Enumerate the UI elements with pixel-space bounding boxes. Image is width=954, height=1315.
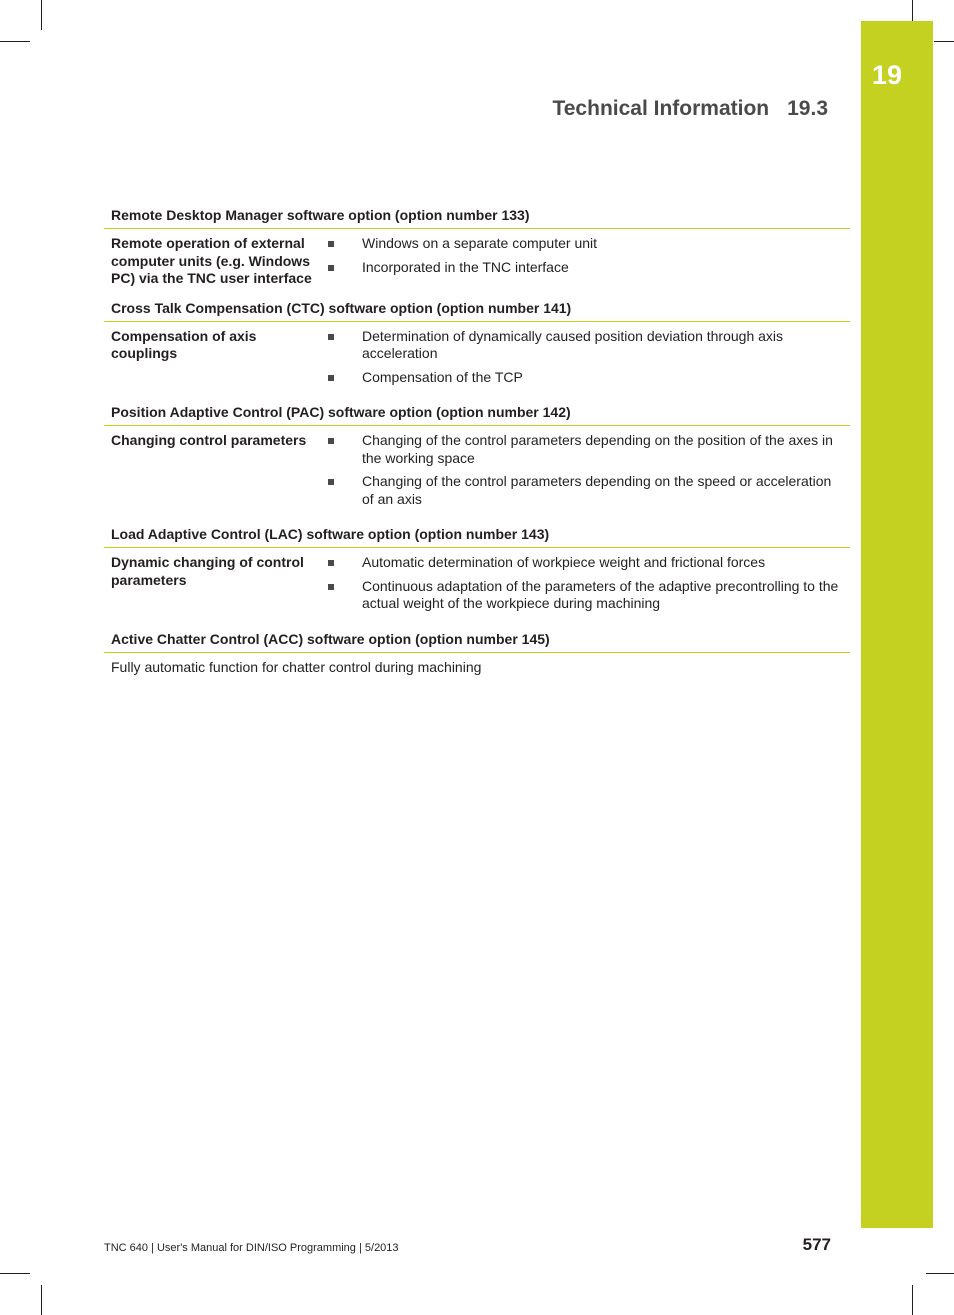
crop-mark — [912, 0, 913, 22]
section-body — [104, 548, 850, 629]
chapter-number: 19 — [871, 60, 903, 90]
section — [104, 205, 850, 298]
crop-mark — [926, 1273, 954, 1274]
list-item: Compensation of the TCP — [326, 369, 846, 387]
section — [104, 524, 850, 629]
page-number: 577 — [802, 1235, 831, 1254]
section-title: Load Adaptive Control (LAC) software option (option number 143) — [104, 524, 850, 548]
section-description: Fully automatic function for chatter control during machining — [111, 658, 482, 675]
section — [104, 402, 850, 524]
feature-label: Compensation of axis couplings — [111, 327, 257, 361]
feature-label: Changing control parameters — [111, 432, 307, 448]
crop-mark — [934, 41, 954, 42]
header-title: Technical Information — [552, 97, 770, 120]
header-section-number: 19.3 — [787, 97, 828, 120]
list-item: Changing of the control parameters depending on the position of the axes in the working space — [326, 432, 846, 467]
section — [104, 298, 850, 403]
feature-list — [326, 554, 846, 619]
section-body — [104, 229, 850, 298]
list-item: Changing of the control parameters depending on the speed or acceleration of an axis — [326, 473, 846, 508]
section-title: Active Chatter Control (ACC) software option (option number 145) — [104, 629, 850, 653]
feature-label: Dynamic changing of control parameters — [111, 554, 304, 588]
section-title: Position Adaptive Control (PAC) software option (option number 142) — [104, 402, 850, 426]
feature-label: Remote operation of external computer units (e.g. Windows PC) via the TNC user interface — [111, 235, 312, 286]
list-item: Automatic determination of workpiece weight and frictional forces — [326, 554, 846, 572]
crop-mark — [41, 0, 42, 30]
section-title: Remote Desktop Manager software option (option number 133) — [104, 205, 850, 229]
feature-list — [326, 432, 846, 514]
crop-mark — [0, 1273, 30, 1274]
section — [104, 629, 850, 687]
footer-text: TNC 640 | User's Manual for DIN/ISO Programming | 5/2013 — [104, 1242, 399, 1254]
crop-mark — [41, 1285, 42, 1315]
crop-mark — [912, 1285, 913, 1315]
list-item: Incorporated in the TNC interface — [326, 259, 846, 277]
section-body — [104, 426, 850, 524]
chapter-tab — [861, 21, 933, 1228]
section-title: Cross Talk Compensation (CTC) software option (option number 141) — [104, 298, 850, 322]
list-item: Determination of dynamically caused position deviation through axis acceleration — [326, 328, 846, 363]
section-body — [104, 322, 850, 403]
list-item: Continuous adaptation of the parameters of the adaptive precontrolling to the actual weight of the workpiece during machining — [326, 578, 846, 613]
crop-mark — [0, 41, 30, 42]
content — [104, 205, 850, 686]
feature-list — [326, 328, 846, 393]
list-item: Windows on a separate computer unit — [326, 235, 846, 253]
feature-list — [326, 235, 846, 288]
page-header — [552, 97, 828, 121]
